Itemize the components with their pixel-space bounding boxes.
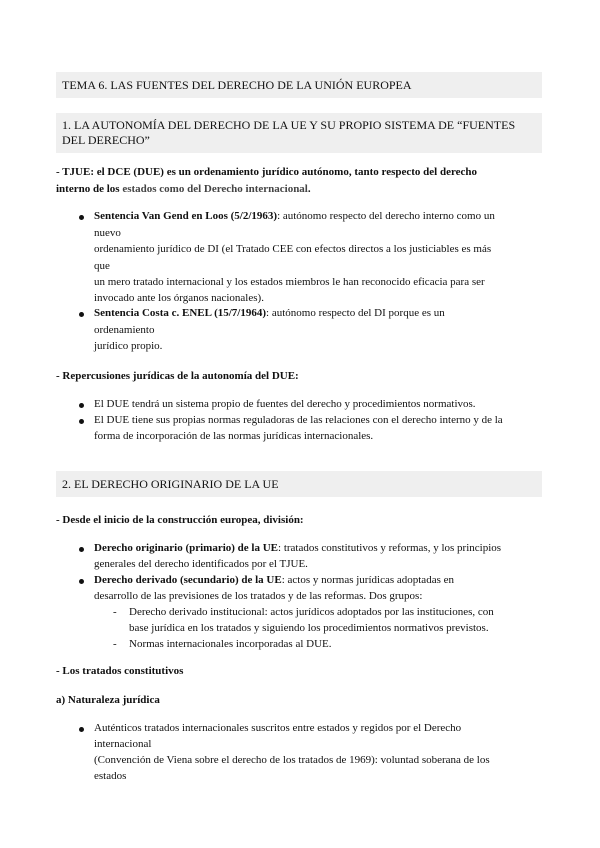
tratados-bullet-line-3: (Convención de Viena sobre el derecho de los tratados de 1969): voluntad soberana de los [94,754,490,766]
bullet-icon [79,312,84,317]
originario-heading: - Desde el inicio de la construcción europea, división: [56,514,304,526]
bullet-icon [79,215,84,220]
bullet-icon [79,547,84,552]
sentencia-costa-text: : autónomo respecto del DI porque es un [266,307,445,319]
sentencia-van-gend-line-3: ordenamiento jurídico de DI (el Tratado CEE con efectos directos a los justiciables es más [94,243,492,255]
repercusiones-heading: - Repercusiones jurídicas de la autonomía del DUE: [56,370,299,382]
repercusiones-bullet-1: El DUE tendrá un sistema propio de fuentes del derecho y procedimientos normativos. [94,398,476,410]
derecho-derivado-line-1 [94,572,454,588]
tjue-line-1: - TJUE: el DCE (DUE) es un ordenamiento jurídico autónomo, tanto respecto del derecho [56,166,478,178]
sentencia-costa-line-1 [94,305,445,321]
tjue-line-2-c: . [307,183,311,195]
derecho-originario-text: : tratados constitutivos y reformas, y los principios [278,542,502,554]
section-2-heading [56,471,542,497]
tratados-heading: - Los tratados constitutivos [56,665,184,677]
sentencia-van-gend-text: : autónomo respecto del derecho interno como un [277,210,495,222]
derecho-derivado-title: Derecho derivado (secundario) de la UE [94,574,282,586]
section-2-heading-text: 2. EL DERECHO ORIGINARIO DE LA UE [62,477,279,491]
tratados-bullet-line-4: estados [94,770,127,782]
tratados-bullet-line-1: Auténticos tratados internacionales suscritos entre estados y regidos por el Derecho [94,722,462,734]
naturaleza-juridica-heading: a) Naturaleza jurídica [56,694,160,706]
tema-heading [56,72,542,98]
derivado-institucional-line-2: base jurídica en los tratados y siguiendo los procedimientos normativos previstos. [129,622,489,634]
tratados-bullet-line-2: internacional [94,738,152,750]
derecho-derivado-text: : actos y normas jurídicas adoptadas en [281,574,454,586]
tjue-line-2-a: interno de los [56,183,123,195]
sentencia-van-gend-line-6: invocado ante los órganos nacionales). [94,292,264,304]
bullet-icon [79,727,84,732]
tema-heading-text: TEMA 6. LAS FUENTES DEL DERECHO DE LA UNIÓN EUROPEA [62,78,412,92]
sentencia-costa-line-2: ordenamiento [94,324,155,336]
sentencia-van-gend-line-2: nuevo [94,227,121,239]
repercusiones-bullet-2-line-1: El DUE tiene sus propias normas reguladoras de las relaciones con el derecho interno y de la [94,414,503,426]
section-1-heading [56,113,542,153]
bullet-icon [79,419,84,424]
sentencia-van-gend-title: Sentencia Van Gend en Loos (5/2/1963) [94,210,278,222]
repercusiones-bullet-2-line-2: forma de incorporación de las normas jurídicas internacionales. [94,430,374,442]
sentencia-costa-line-3: jurídico propio. [94,340,163,352]
normas-internacionales-line: Normas internacionales incorporadas al DUE. [129,638,332,650]
derivado-institucional-line-1: Derecho derivado institucional: actos jurídicos adoptados por las instituciones, con [129,606,494,618]
derecho-originario-title: Derecho originario (primario) de la UE [94,542,279,554]
derecho-originario-line-1 [94,540,501,556]
tjue-line-2 [56,181,311,197]
derecho-derivado-line-2: desarrollo de las previsiones de los tratados y de las reformas. Dos grupos: [94,590,423,602]
sentencia-van-gend-line-4: que [94,260,110,272]
section-1-heading-line-1: 1. LA AUTONOMÍA DEL DERECHO DE LA UE Y SU PROPIO SISTEMA DE “FUENTES [62,118,516,132]
sentencia-van-gend-line-5: un mero tratado internacional y los estados miembros le han reconocido eficacia para ser [94,276,485,288]
dash-marker: - [113,638,117,650]
tjue-line-2-b: estados como del Derecho internacional [122,183,308,195]
sentencia-van-gend-line-1 [94,208,495,224]
bullet-icon [79,579,84,584]
bullet-icon [79,403,84,408]
dash-marker: - [113,606,117,618]
derecho-originario-line-2: generales del derecho identificados por el TJUE. [94,558,308,570]
section-1-heading-line-2: DEL DERECHO” [62,133,150,147]
sentencia-costa-title: Sentencia Costa c. ENEL (15/7/1964) [94,307,267,319]
